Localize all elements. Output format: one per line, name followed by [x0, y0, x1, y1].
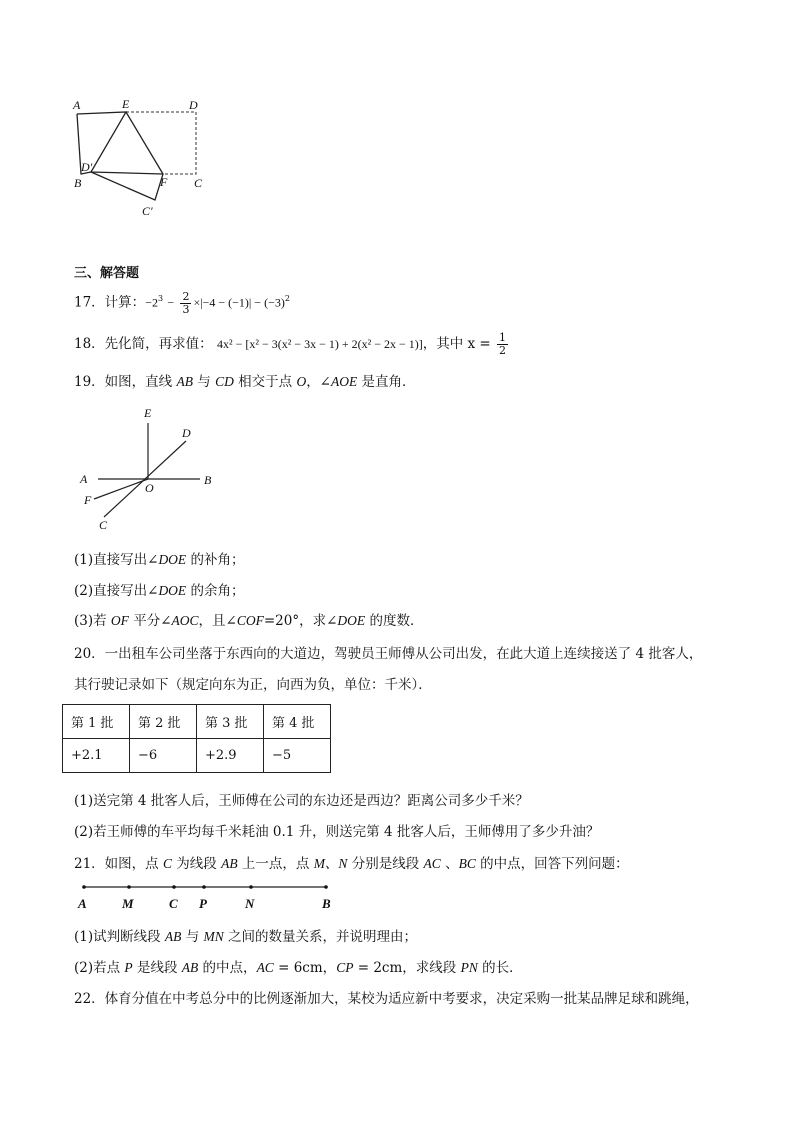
question-19: 19．如图，直线 AB 与 CD 相交于点 O，∠AOE 是直角．	[74, 374, 416, 390]
point-label-M: M	[122, 896, 134, 911]
label-C: C	[99, 518, 108, 532]
question-20-line-1: 20．一出租车公司坐落于东西向的大道边，驾驶员王师傅从公司出发，在此大道上连续接送了 4 批客人，	[74, 646, 703, 662]
question-20-part-2: (2)若王师傅的车平均每千米耗油 0.1 升，则送完第 4 批客人后，王师傅用了多少升油？	[74, 824, 600, 840]
fold-figure	[68, 96, 218, 221]
question-17: 17．计算：$-2^3$ − $\frac{2}{3}$ $\times|-4 - (-1)| - (-3)^2$	[74, 289, 290, 316]
table-header-cell: 第 2 批	[130, 705, 197, 739]
fraction-one-half: $\frac{1}{2}$	[499, 331, 507, 357]
question-20-part-1: (1)送完第 4 批客人后，王师傅在公司的东边还是西边？距离公司多少千米？	[74, 793, 529, 809]
table-row	[63, 739, 331, 773]
question-21-part-2: (2)若点 P 是线段 AB 的中点，AC = 6cm，CP = 2cm，求线段 PN 的长．	[74, 960, 523, 976]
driving-record-table	[62, 704, 331, 773]
label-D-prime: D′	[81, 160, 93, 174]
question-21-part-1: (1)试判断线段 AB 与 MN 之间的数量关系，并说明理由；	[74, 929, 418, 945]
point-label-A: A	[78, 896, 87, 911]
question-19-part-2: (2)直接写出∠DOE 的余角；	[74, 583, 245, 599]
table-header-cell: 第 4 批	[264, 705, 331, 739]
table-cell: −5	[264, 739, 331, 773]
label-E: E	[122, 97, 130, 111]
label-C-prime: C′	[142, 204, 153, 218]
table-header-row	[63, 705, 331, 739]
label-E: E	[144, 406, 152, 420]
table-header-cell: 第 1 批	[63, 705, 130, 739]
label-B: B	[204, 473, 212, 487]
fraction-two-thirds: $\frac{2}{3}$	[182, 289, 190, 316]
label-F: F	[84, 493, 92, 507]
table-cell: −6	[130, 739, 197, 773]
question-19-part-3: (3)若 OF 平分∠AOC，且∠COF=20°，求∠DOE 的度数．	[74, 613, 424, 629]
label-A: A	[80, 472, 88, 486]
intersecting-lines-figure	[76, 403, 226, 533]
label-O: O	[145, 481, 154, 495]
table-header-cell: 第 3 批	[197, 705, 264, 739]
question-20-line-2: 其行驶记录如下（规定向东为正，向西为负，单位：千米）．	[74, 677, 432, 693]
question-19-part-1: (1)直接写出∠DOE 的补角；	[74, 552, 245, 568]
point-label-C: C	[169, 896, 178, 911]
table-cell: +2.9	[197, 739, 264, 773]
segment-figure	[70, 880, 350, 914]
label-C: C	[194, 176, 203, 190]
label-D: D	[189, 98, 198, 112]
label-B: B	[74, 176, 82, 190]
question-18: 18．先化简，再求值： 4x² − [x² − 3(x² − 3x − 1) + 2(x² − 2x − 1)]，其中 x = $\frac{1}{2}$	[74, 331, 507, 357]
section-title: 三、解答题	[74, 266, 140, 281]
label-F: F	[160, 175, 168, 189]
expression: 4x² − [x² − 3(x² − 3x − 1) + 2(x² − 2x − 1)]	[216, 337, 423, 351]
point-label-P: P	[199, 896, 207, 911]
label-A: A	[73, 98, 81, 112]
point-label-B: B	[322, 896, 331, 911]
label-D: D	[182, 426, 191, 440]
table-cell: +2.1	[63, 739, 130, 773]
point-label-N: N	[245, 896, 255, 911]
question-22: 22．体育分值在中考总分中的比例逐渐加大，某校为适应新中考要求，决定采购一批某品牌足球和跳绳，	[74, 991, 699, 1007]
question-21: 21．如图，点 C 为线段 AB 上一点，点 M、N 分别是线段 AC 、BC 的中点，回答下列问题：	[74, 856, 629, 872]
